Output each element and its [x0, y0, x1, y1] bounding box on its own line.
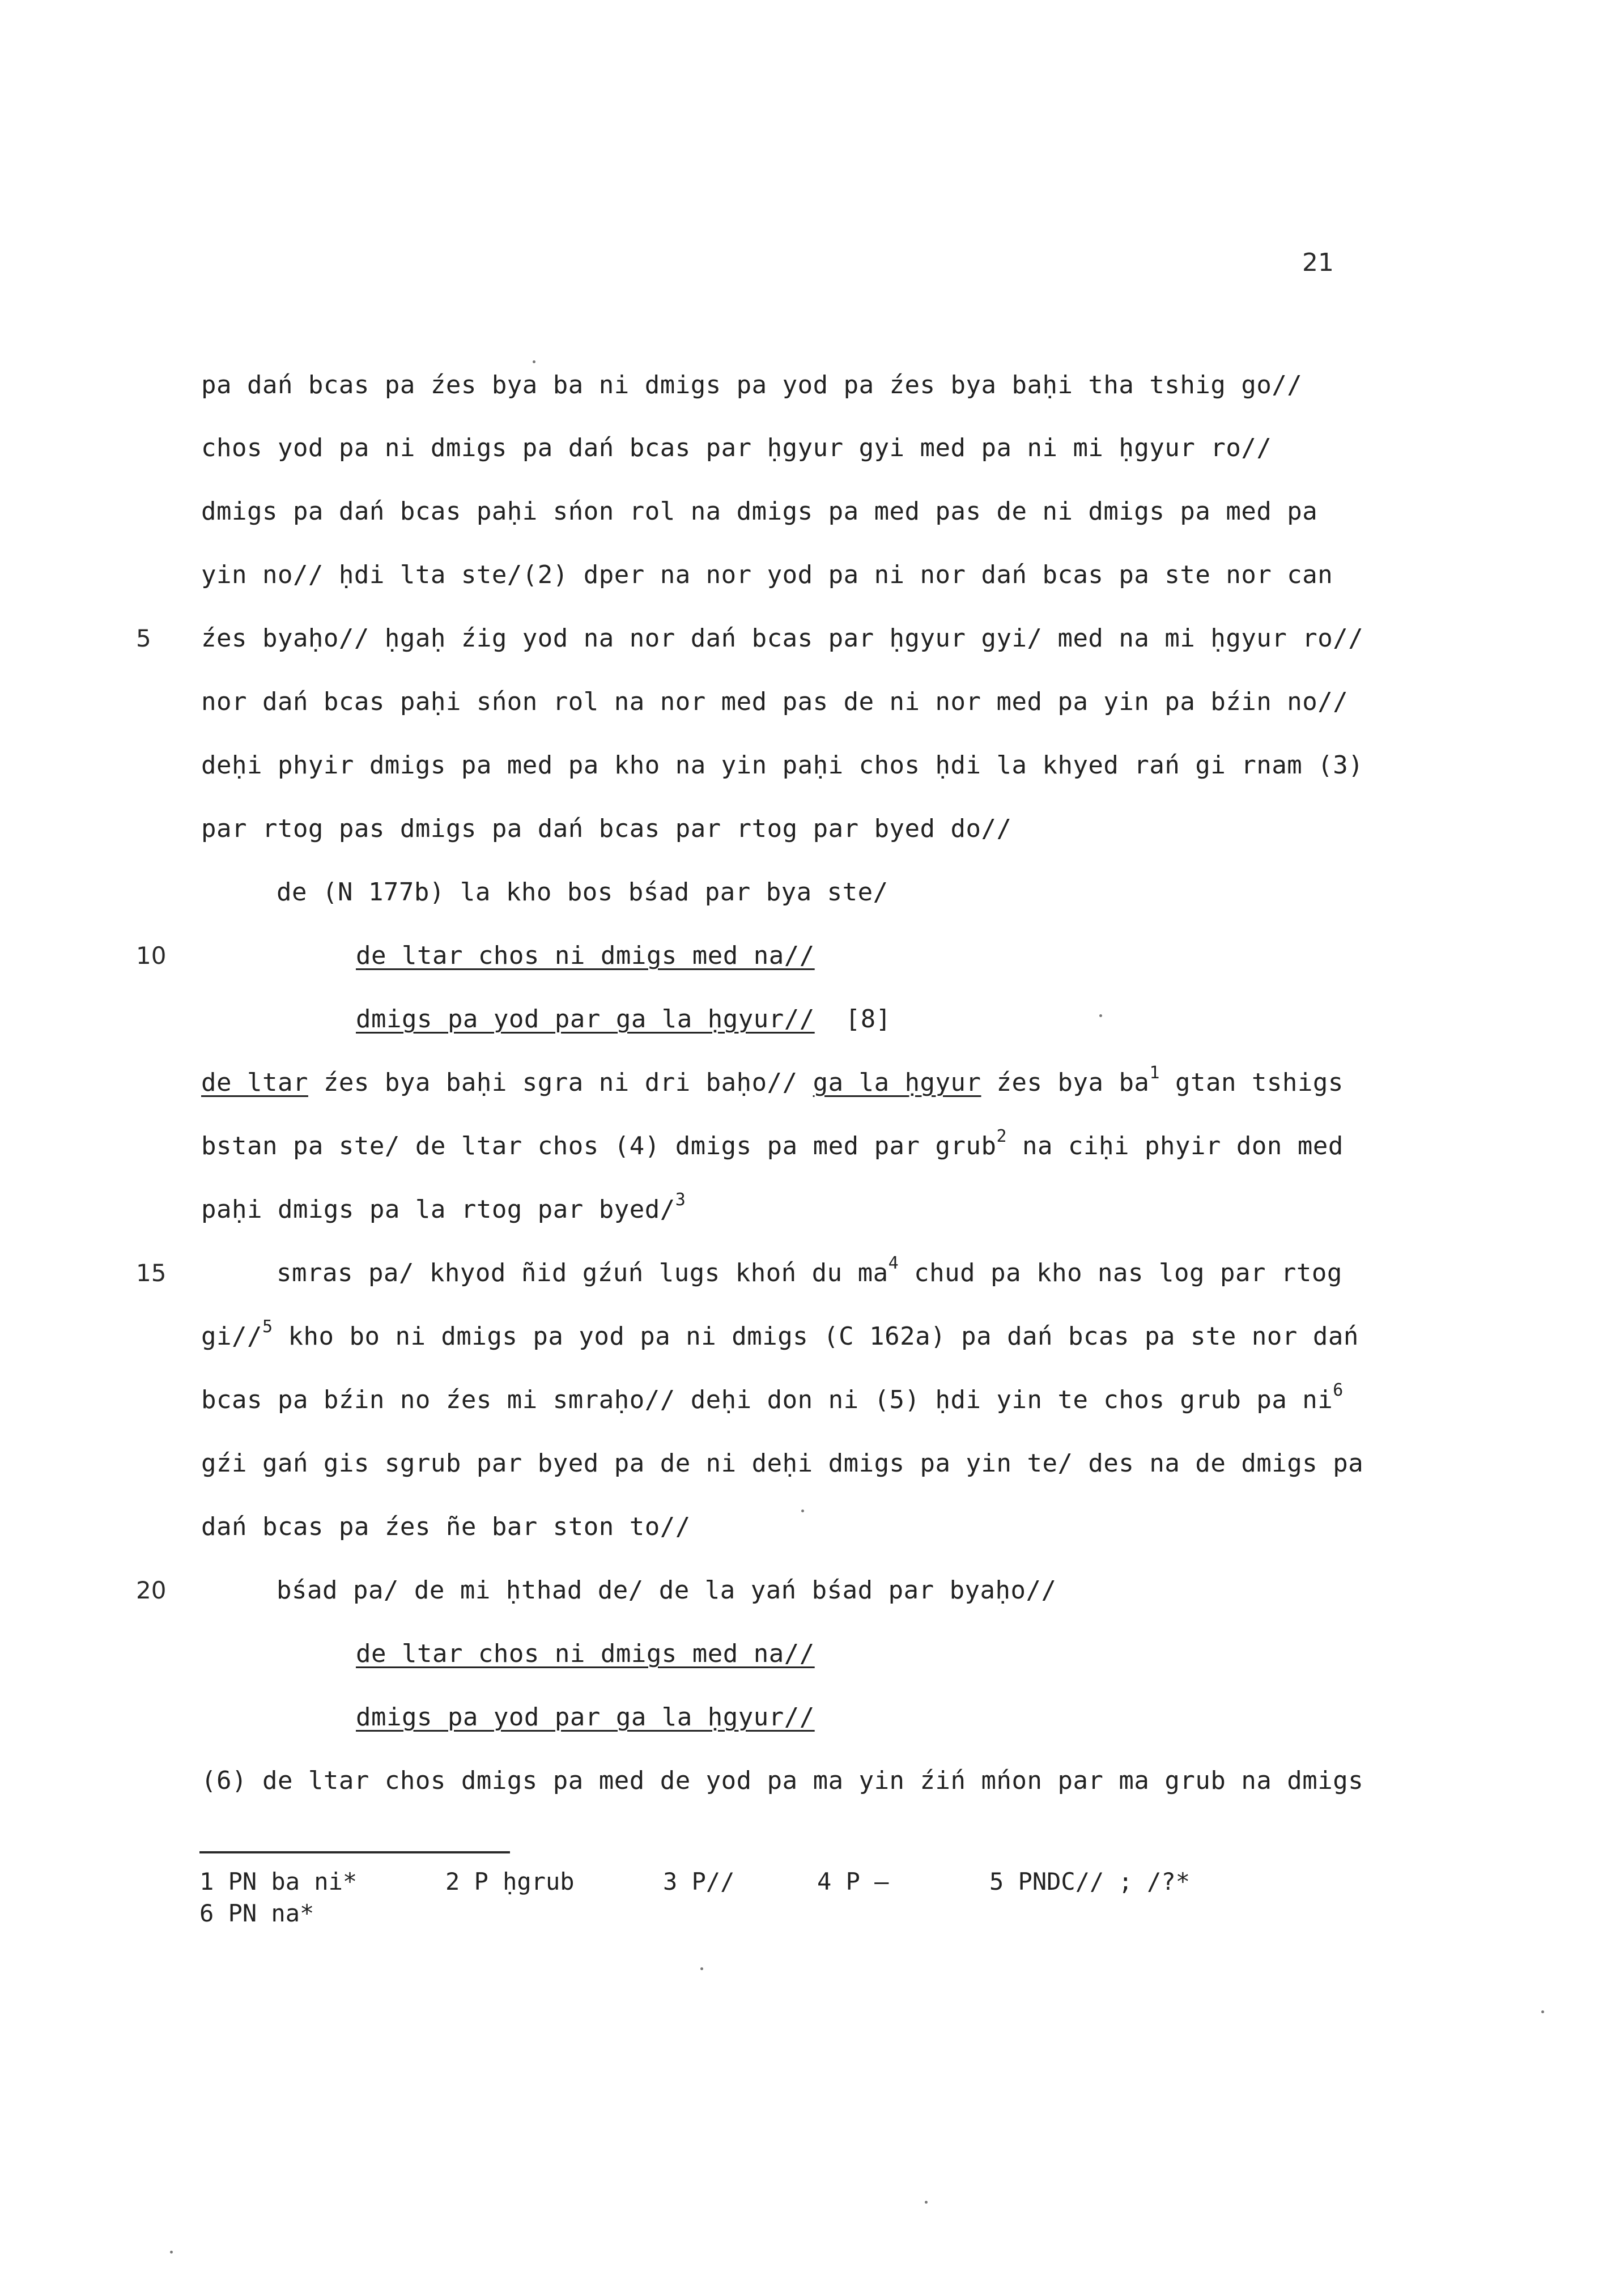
page-number: 21 — [1302, 248, 1334, 277]
footnote-ref-2: 2 — [996, 1126, 1007, 1146]
lemma-de-ltar: de ltar — [201, 1068, 308, 1097]
scan-speck — [1099, 1014, 1102, 1017]
text-segment: na ciḥi phyir don med — [1007, 1132, 1344, 1160]
text-line-18: gźi gań gis sgrub par byed pa de ni deḥi dmigs pa yin te/ des na de dmigs pa — [201, 1449, 1364, 1478]
footnote-3: 3 P// — [663, 1868, 735, 1895]
footnote-rule — [199, 1851, 510, 1853]
text-line-12 — [201, 1063, 1344, 1099]
line-number-5: 5 — [136, 624, 151, 652]
scan-speck — [700, 1967, 703, 1970]
text-line-23: (6) de ltar chos dmigs pa med de yod pa ma yin źiń mńon par ma grub na dmigs — [201, 1766, 1364, 1795]
footnote-5: 5 PNDC// ; /?* — [989, 1868, 1191, 1895]
scan-speck — [533, 360, 535, 363]
text-segment: chud pa kho nas log par rtog — [899, 1258, 1342, 1287]
text-line-14 — [201, 1190, 686, 1226]
text-line-4: yin no// ḥdi lta ste/(2) dper na nor yod pa ni nor dań bcas pa ste nor can — [201, 560, 1333, 589]
text-segment: gi// — [201, 1322, 262, 1351]
line-number-15: 15 — [136, 1259, 167, 1287]
line-number-10: 10 — [136, 942, 167, 970]
verse-line-2-row — [356, 1004, 891, 1035]
text-line-3: dmigs pa dań bcas paḥi sńon rol na dmigs pa med pas de ni dmigs pa med pa — [201, 497, 1318, 526]
text-line-15 — [277, 1253, 1342, 1289]
scan-speck — [801, 1510, 804, 1512]
verse-line-3: de ltar chos ni dmigs med na// — [356, 1639, 815, 1668]
footnote-6: 6 PN na* — [199, 1899, 314, 1927]
text-segment: kho bo ni dmigs pa yod pa ni dmigs (C 162a) pa dań bcas pa ste nor dań — [273, 1322, 1359, 1351]
scan-speck — [925, 2201, 928, 2204]
footnote-ref-6: 6 — [1333, 1380, 1344, 1400]
footnote-ref-5: 5 — [262, 1317, 273, 1337]
verse-number: [8] — [845, 1005, 891, 1034]
verse-line-2: dmigs pa yod par ga la ḥgyur// — [356, 1005, 815, 1034]
footnote-4: 4 P — — [817, 1868, 889, 1895]
text-segment: smras pa/ khyod ñid gźuń lugs khoń du ma — [277, 1258, 888, 1287]
verse-line-4: dmigs pa yod par ga la ḥgyur// — [356, 1703, 815, 1732]
footnote-ref-3: 3 — [675, 1190, 686, 1210]
verse-line-1: de ltar chos ni dmigs med na// — [356, 941, 815, 970]
text-line-2: chos yod pa ni dmigs pa dań bcas par ḥgyur gyi med pa ni mi ḥgyur ro// — [201, 433, 1272, 462]
footnote-ref-4: 4 — [888, 1253, 899, 1273]
text-line-1: pa dań bcas pa źes bya ba ni dmigs pa yod pa źes bya baḥi tha tshig go// — [201, 371, 1303, 399]
text-line-17 — [201, 1380, 1344, 1416]
text-segment: gtan tshigs — [1160, 1068, 1344, 1097]
text-line-20: bśad pa/ de mi ḥthad de/ de la yań bśad par byaḥo// — [277, 1576, 1057, 1605]
text-segment: bstan pa ste/ de ltar chos (4) dmigs pa med par grub — [201, 1132, 997, 1160]
text-line-7: deḥi phyir dmigs pa med pa kho na yin paḥi chos ḥdi la khyed rań gi rnam (3) — [201, 751, 1364, 780]
text-line-16 — [201, 1317, 1359, 1353]
text-line-6: nor dań bcas paḥi sńon rol na nor med pas de ni nor med pa yin pa bźin no// — [201, 687, 1349, 716]
text-segment: źes bya ba — [981, 1068, 1150, 1097]
footnote-1: 1 PN ba ni* — [199, 1868, 358, 1895]
lemma-ga-la-hgyur: ga la ḥgyur — [813, 1068, 981, 1097]
scan-speck — [170, 2251, 173, 2254]
footnote-2: 2 P ḥgrub — [445, 1868, 575, 1895]
text-segment: źes bya baḥi sgra ni dri baḥo// — [308, 1068, 813, 1097]
line-number-20: 20 — [136, 1576, 167, 1604]
text-segment: bcas pa bźin no źes mi smraḥo// deḥi don ni (5) ḥdi yin te chos grub pa ni — [201, 1385, 1333, 1414]
text-line-13 — [201, 1126, 1344, 1162]
footnote-ref-1: 1 — [1149, 1063, 1160, 1083]
text-line-9: de (N 177b) la kho bos bśad par bya ste/ — [277, 878, 888, 907]
scan-speck — [1541, 2010, 1544, 2013]
text-line-19: dań bcas pa źes ñe bar ston to// — [201, 1512, 691, 1541]
text-line-5: źes byaḥo// ḥgaḥ źig yod na nor dań bcas par ḥgyur gyi/ med na mi ḥgyur ro// — [201, 624, 1364, 653]
text-line-8: par rtog pas dmigs pa dań bcas par rtog par byed do// — [201, 814, 1012, 843]
text-segment: paḥi dmigs pa la rtog par byed/ — [201, 1195, 675, 1224]
